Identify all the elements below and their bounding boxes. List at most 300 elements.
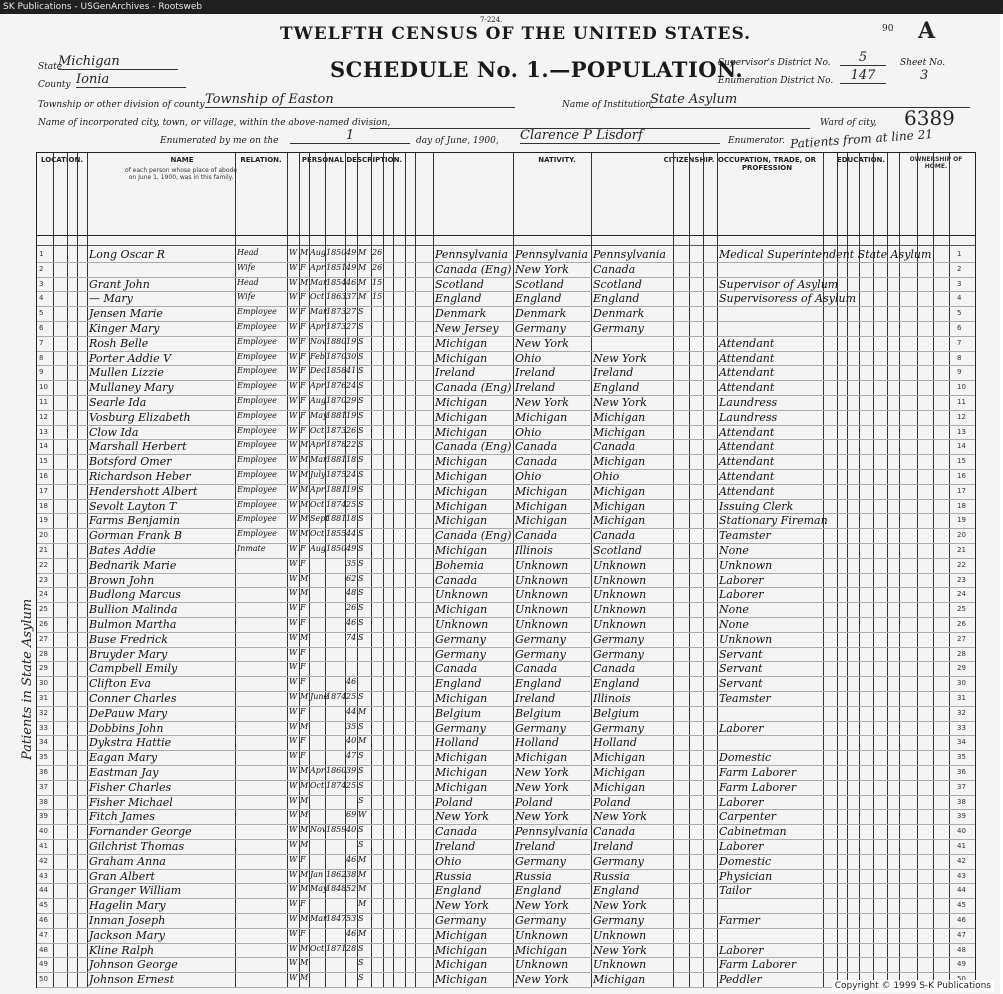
institution-value: State Asylum [650, 92, 970, 108]
cell-occ: Carpenter [719, 810, 777, 824]
row-number: 21 [39, 546, 48, 554]
cell-fbp: Michigan [515, 484, 568, 498]
cell-race: W [289, 425, 298, 435]
row-number: 8 [39, 353, 44, 362]
cell-age: 52 [346, 884, 357, 894]
cell-ms: S [358, 470, 364, 479]
cell-name: Fitch James [89, 810, 155, 824]
row-number-right: 43 [957, 871, 966, 880]
row-number-right: 11 [957, 398, 966, 406]
cell-mo: Nov [310, 825, 327, 835]
cell-name: Fisher Michael [89, 795, 173, 809]
cell-race: W [289, 825, 298, 835]
page-number: 6389 [904, 106, 955, 130]
cell-yrs: 26 [372, 262, 383, 272]
sheet-label: Sheet No. [900, 58, 946, 68]
cell-sex: M [300, 470, 309, 479]
cell-bp: Poland [435, 795, 473, 809]
cell-bp: Michigan [435, 351, 488, 365]
cell-ms: M [358, 292, 367, 302]
row-number: 9 [39, 368, 44, 377]
cell-age: 49 [346, 544, 357, 553]
cell-sex: M [300, 973, 309, 983]
cell-fbp: Michigan [515, 410, 568, 424]
cell-ms: M [358, 884, 367, 894]
cell-sex: M [300, 869, 309, 879]
cell-occ: Attendant [719, 455, 775, 469]
cell-occ: Domestic [719, 751, 772, 765]
row-number: 36 [39, 768, 48, 776]
cell-bp: Germany [435, 721, 486, 735]
row-number-right: 3 [957, 279, 962, 288]
cell-bp: Canada (Eng) [435, 529, 512, 543]
cell-ms: S [358, 514, 364, 524]
cell-mbp: Unknown [593, 603, 647, 617]
cell-name: Sevolt Layton T [89, 499, 177, 513]
cell-fbp: Unknown [515, 928, 569, 942]
cell-name: Gorman Frank B [89, 529, 183, 543]
cell-fbp: Pennsylvania [515, 825, 588, 839]
cell-age: 18 [346, 455, 357, 465]
cell-name: Farms Benjamin [89, 514, 180, 528]
ed-number: 147 [840, 68, 886, 84]
cell-race: W [289, 351, 298, 361]
row-number-right: 21 [957, 546, 966, 554]
cell-yr: 1878 [326, 440, 347, 450]
cell-race: W [289, 514, 298, 524]
cell-age: 35 [346, 558, 357, 568]
row-number-right: 34 [957, 738, 966, 747]
cell-occ: None [719, 618, 749, 631]
column-line [405, 153, 406, 987]
row-number: 27 [39, 634, 48, 643]
cell-sex: F [300, 410, 306, 420]
row-number-right: 26 [957, 620, 966, 628]
cell-name: Fisher Charles [89, 780, 172, 794]
cell-bp: Ohio [435, 854, 462, 868]
row-number: 30 [39, 679, 48, 688]
cell-name: Jackson Mary [89, 928, 165, 942]
cell-race: W [289, 262, 298, 272]
cell-mbp: Germany [593, 322, 644, 335]
row-number-right: 6 [957, 324, 962, 332]
cell-race: W [289, 647, 298, 657]
cell-mbp: Pennsylvania [593, 248, 666, 261]
column-line [847, 153, 848, 987]
cell-sex: M [300, 588, 309, 598]
row-number-right: 17 [957, 486, 966, 495]
cell-occ: Laborer [719, 943, 764, 957]
cell-age: 46 [346, 277, 357, 287]
cell-age: 53 [346, 914, 357, 923]
row-number-right: 4 [957, 294, 962, 303]
cell-rel: Inmate [237, 544, 266, 553]
cell-sex: F [300, 647, 306, 657]
row-number-right: 30 [957, 679, 966, 688]
cell-name: Conner Charles [89, 692, 177, 705]
cell-age: 25 [346, 499, 357, 509]
column-line [393, 153, 394, 987]
cell-race: W [289, 854, 298, 864]
row-number: 14 [39, 442, 48, 451]
cell-sex: F [300, 736, 306, 746]
row-number-right: 35 [957, 753, 966, 762]
cell-ms: M [358, 706, 367, 716]
row-number-right: 36 [957, 768, 966, 776]
cell-rel: Employee [237, 425, 277, 435]
cell-occ: Tailor [719, 884, 751, 898]
cell-ms: S [358, 381, 364, 391]
cell-occ: Medical Superintendent State Asylum [719, 248, 932, 261]
cell-occ: Laborer [719, 588, 764, 602]
cell-age: 39 [346, 766, 357, 775]
cell-fbp: Poland [515, 795, 553, 809]
cell-race: W [289, 336, 298, 346]
row-number: 50 [39, 975, 48, 984]
row-number: 11 [39, 398, 48, 406]
relation-header: RELATION. [240, 156, 282, 164]
cell-mbp: Illinois [593, 692, 631, 705]
cell-ms: S [358, 455, 364, 465]
row-number-right: 29 [957, 664, 966, 673]
cell-name: Bruyder Mary [89, 647, 168, 661]
cell-ms: M [358, 262, 367, 272]
column-line [689, 153, 690, 987]
row-number-right: 46 [957, 916, 966, 924]
cell-mo: Oct [310, 529, 325, 539]
cell-race: W [289, 470, 298, 479]
cell-mo: July [310, 470, 326, 479]
row-number: 32 [39, 708, 48, 717]
cell-bp: Canada [435, 573, 478, 587]
column-line [433, 153, 434, 987]
cell-occ: Farm Laborer [719, 780, 797, 794]
row-number: 40 [39, 827, 48, 836]
cell-mo: June [310, 692, 329, 701]
cell-mo: Nov [310, 336, 327, 346]
enumeration-date-suffix: day of June, 1900, [416, 136, 499, 146]
cell-sex: M [300, 484, 309, 494]
cell-age: 24 [346, 470, 357, 479]
cell-age: 30 [346, 351, 357, 361]
cell-ms: S [358, 336, 364, 346]
row-number: 39 [39, 812, 48, 821]
margin-note: Patients from at line 21 [789, 127, 934, 151]
cell-bp: Germany [435, 632, 486, 646]
cell-occ: Servant [719, 662, 763, 676]
cell-ms: S [358, 484, 364, 494]
row-number: 42 [39, 856, 48, 865]
row-number-right: 28 [957, 649, 966, 658]
row-number-right: 23 [957, 575, 966, 584]
cell-race: W [289, 632, 298, 642]
row-number: 3 [39, 279, 44, 288]
cell-name: Clifton Eva [89, 677, 151, 691]
cell-mbp: Unknown [593, 588, 647, 602]
cell-name: Gilchrist Thomas [89, 840, 185, 853]
cell-mbp: Ireland [593, 366, 634, 380]
cell-mbp: Unknown [593, 928, 647, 942]
cell-rel: Employee [237, 529, 277, 539]
column-line [873, 153, 874, 987]
name-header: NAME [170, 156, 194, 164]
row-number: 47 [39, 930, 48, 939]
cell-fbp: New York [515, 262, 569, 276]
row-number-right: 13 [957, 427, 966, 436]
cell-sex: F [300, 307, 306, 317]
cell-ms: S [358, 573, 364, 583]
cell-sex: F [300, 706, 306, 716]
institution-label: Name of Institution, [562, 100, 655, 110]
cell-name: Jensen Marie [89, 307, 163, 321]
schedule-title: SCHEDULE No. 1.—POPULATION. [330, 57, 744, 82]
cell-yr: 1873 [326, 307, 347, 317]
cell-ms: W [358, 810, 367, 820]
cell-sex: M [300, 440, 309, 450]
cell-occ: Laundress [719, 410, 778, 424]
cell-sex: M [300, 514, 309, 524]
column-line [77, 153, 78, 987]
cell-name: Brown John [89, 573, 155, 587]
cell-race: W [289, 751, 298, 761]
cell-bp: Russia [435, 869, 472, 883]
cell-bp: Michigan [435, 958, 488, 972]
cell-age: 46 [346, 677, 357, 687]
cell-race: W [289, 973, 298, 983]
cell-ms: S [358, 425, 364, 435]
row-number: 16 [39, 472, 48, 480]
cell-mbp: Michigan [593, 973, 646, 987]
row-number-right: 1 [957, 250, 962, 258]
cell-sex: M [300, 499, 309, 509]
cell-occ: Attendant [719, 381, 775, 395]
row-number: 37 [39, 782, 48, 791]
cell-race: W [289, 396, 298, 405]
cell-mo: Oct [310, 943, 325, 953]
cell-ms: S [358, 692, 364, 701]
column-line [887, 153, 888, 987]
cell-sex: F [300, 751, 306, 761]
column-line [287, 153, 288, 987]
cell-age: 28 [346, 943, 357, 953]
sheet-mark: 90 [882, 24, 894, 34]
cell-sex: M [300, 958, 309, 968]
column-line [53, 153, 54, 987]
cell-occ: Farm Laborer [719, 766, 797, 779]
cell-bp: Michigan [435, 514, 488, 528]
cell-mbp: New York [593, 810, 647, 824]
cell-yrs: 26 [372, 248, 383, 257]
column-line [949, 153, 950, 987]
cell-occ: Attendant [719, 351, 775, 365]
cell-sex: F [300, 262, 306, 272]
cell-mbp: Belgium [593, 706, 640, 720]
row-number-right: 48 [957, 945, 966, 954]
sheet-number: 3 [920, 68, 929, 83]
cell-mbp: Michigan [593, 499, 646, 513]
column-line [513, 153, 514, 987]
cell-sex: F [300, 336, 306, 346]
cell-bp: Michigan [435, 943, 488, 957]
cell-age: 27 [346, 322, 357, 331]
cell-rel: Employee [237, 514, 277, 524]
cell-race: W [289, 248, 298, 257]
cell-ms: M [358, 869, 367, 879]
row-number: 46 [39, 916, 48, 924]
cell-sex: M [300, 529, 309, 539]
cell-name: Mullen Lizzie [89, 366, 164, 380]
row-number-right: 22 [957, 560, 966, 569]
row-number: 29 [39, 664, 48, 673]
township-label: Township or other division of county [38, 100, 205, 110]
cell-fbp: Canada [515, 529, 558, 543]
column-line [67, 153, 68, 987]
column-line [703, 153, 704, 987]
cell-fbp: Russia [515, 869, 552, 883]
cell-bp: Belgium [435, 706, 482, 720]
cell-age: 41 [346, 366, 357, 376]
cell-rel: Employee [237, 455, 277, 465]
cell-rel: Employee [237, 366, 277, 376]
cell-ms: S [358, 840, 364, 849]
column-line [673, 153, 674, 987]
cell-mbp: New York [593, 899, 647, 913]
cell-bp: Canada (Eng) [435, 381, 512, 395]
cell-fbp: Germany [515, 914, 566, 927]
state-value: Michigan [58, 54, 178, 70]
row-number: 7 [39, 338, 44, 347]
cell-yr: 1848 [326, 884, 347, 894]
cell-ms: S [358, 366, 364, 376]
cell-mbp: Michigan [593, 766, 646, 779]
education-header: EDUCATION. [836, 156, 886, 164]
cell-race: W [289, 677, 298, 687]
cell-fbp: New York [515, 899, 569, 913]
cell-race: W [289, 499, 298, 509]
cell-ms: S [358, 529, 364, 539]
cell-bp: Michigan [435, 410, 488, 424]
cell-ms: S [358, 780, 364, 790]
column-line [859, 153, 860, 987]
cell-bp: England [435, 884, 482, 898]
row-number: 1 [39, 250, 44, 258]
row-number: 45 [39, 901, 48, 910]
cell-sex: F [300, 677, 306, 687]
cell-ms: S [358, 795, 364, 805]
cell-race: W [289, 869, 298, 879]
cell-mo: May [310, 884, 328, 894]
cell-race: W [289, 366, 298, 376]
cell-rel: Employee [237, 351, 277, 361]
cell-bp: New York [435, 899, 489, 913]
cell-mbp: Russia [593, 869, 630, 883]
cell-occ: None [719, 603, 749, 617]
cell-rel: Employee [237, 484, 277, 494]
cell-sex: F [300, 928, 306, 938]
cell-fbp: Germany [515, 854, 566, 868]
cell-bp: Michigan [435, 484, 488, 498]
row-number: 31 [39, 694, 48, 702]
cell-mbp: New York [593, 351, 647, 365]
cell-occ: Attendant [719, 470, 775, 483]
row-number-right: 25 [957, 605, 966, 614]
cell-ms: M [358, 277, 367, 287]
cell-mbp: Michigan [593, 751, 646, 765]
row-number: 20 [39, 531, 48, 540]
form-number: 7-224. [480, 16, 503, 24]
cell-age: 19 [346, 336, 357, 346]
cell-name: Bullion Malinda [89, 603, 178, 617]
cell-yr: 1873 [326, 425, 347, 435]
cell-name: Marshall Herbert [89, 440, 187, 454]
cell-occ: Attendant [719, 425, 775, 439]
cell-fbp: Unknown [515, 958, 569, 972]
cell-bp: New York [435, 810, 489, 824]
cell-name: Bulmon Martha [89, 618, 177, 631]
cell-bp: Ireland [435, 366, 476, 380]
cell-mo: Apr [310, 766, 325, 775]
cell-sex: M [300, 780, 309, 790]
cell-ms: S [358, 499, 364, 509]
cell-occ: Farmer [719, 914, 760, 927]
cell-mbp: Unknown [593, 558, 647, 572]
cell-mo: Sept [310, 514, 329, 524]
cell-name: Kline Ralph [89, 943, 155, 957]
cell-age: 46 [346, 618, 357, 627]
cell-ms: S [358, 544, 364, 553]
cell-occ: Physician [719, 869, 773, 883]
cell-name: Inman Joseph [89, 914, 166, 927]
cell-name: Vosburg Elizabeth [89, 410, 191, 424]
cell-age: 26 [346, 425, 357, 435]
cell-ms: S [358, 322, 364, 331]
row-number: 10 [39, 383, 48, 392]
cell-mo: Oct [310, 292, 325, 302]
cell-ms: S [358, 973, 364, 983]
cell-fbp: Canada [515, 455, 558, 469]
cell-fbp: Michigan [515, 751, 568, 765]
cell-mbp: Scotland [593, 277, 642, 291]
cell-ms: S [358, 943, 364, 953]
cell-ms: S [358, 958, 364, 968]
cell-race: W [289, 795, 298, 805]
cell-fbp: Michigan [515, 514, 568, 528]
row-number-right: 45 [957, 901, 966, 910]
cell-name: Johnson Ernest [89, 973, 174, 987]
cell-bp: Michigan [435, 336, 488, 350]
page-corner-letter: A [918, 18, 936, 44]
cell-name: Long Oscar R [89, 248, 165, 261]
cell-race: W [289, 292, 298, 302]
cell-sex: F [300, 396, 306, 405]
cell-name: Dobbins John [89, 721, 164, 735]
cell-name: Porter Addie V [89, 351, 172, 365]
cell-mbp: Unknown [593, 573, 647, 587]
cell-name: Johnson George [89, 958, 178, 972]
cell-occ: Supervisoress of Asylum [719, 292, 857, 306]
cell-mo: Apr [310, 262, 325, 272]
cell-ms: M [358, 248, 367, 257]
cell-sex: F [300, 558, 306, 568]
cell-race: W [289, 529, 298, 539]
cell-mbp: Canada [593, 662, 636, 676]
cell-yr: 1880 [326, 336, 347, 346]
occupation-header: OCCUPATION, TRADE, OR PROFESSION [717, 156, 817, 172]
row-number-right: 9 [957, 368, 962, 377]
cell-mo: Jan [310, 869, 324, 879]
cell-ms: S [358, 410, 364, 420]
cell-bp: Canada (Eng) [435, 440, 512, 454]
